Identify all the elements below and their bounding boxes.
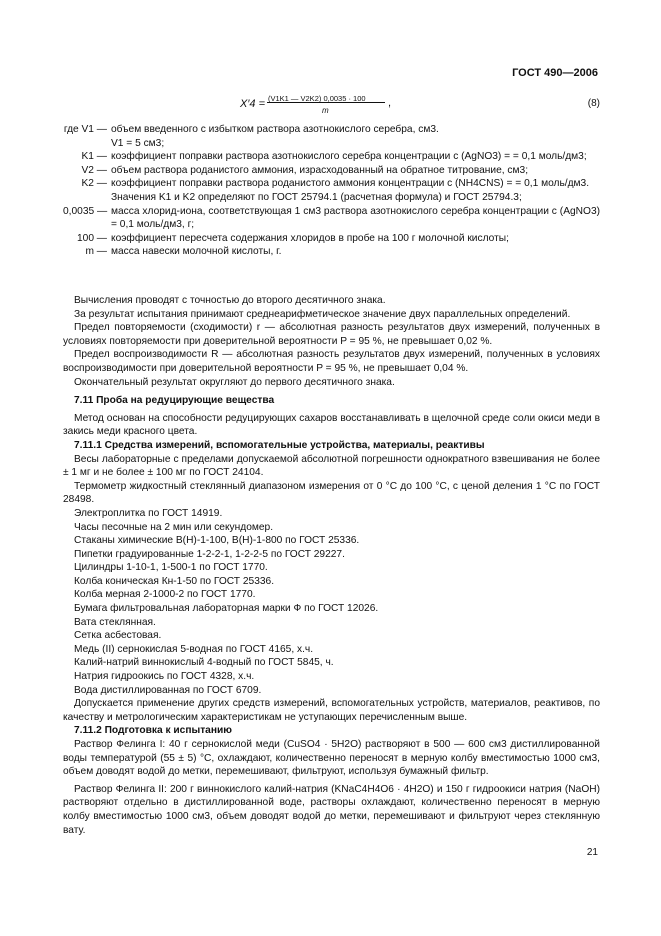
definition-row: [63, 205, 600, 232]
equation-number: (8): [587, 98, 600, 109]
list-item: Колба мерная 2-1000-2 по ГОСТ 1770.: [74, 589, 256, 601]
definition-row: [63, 164, 600, 178]
section-heading-7-11-2: 7.11.2 Подготовка к испытанию: [74, 725, 232, 737]
definition-symbol: 100 —: [76, 232, 107, 244]
definition-row: [63, 232, 600, 246]
paragraph: Окончательный результат округляют до первого десятичного знака.: [74, 376, 395, 388]
definition-text: коэффициент пересчета содержания хлоридов в пробе на 100 г молочной кислоты;: [111, 232, 509, 244]
paragraph: Предел воспроизводимости R — абсолютная разность результатов двух измерений, полученных в условиях воспроизводимости при доверительной вероятности P = 95 %, не превышает 0,04 %.: [63, 349, 600, 374]
paragraph: Предел повторяемости (сходимости) r — абсолютная разность результатов двух измерений, полученных в условиях повторяемости при доверительной вероятности P = 95 %, не превышает 0,02 %.: [63, 322, 600, 347]
definition-row: [63, 150, 600, 164]
formula-numerator: (V1K1 — V2K2) 0,0035 · 100: [268, 94, 366, 103]
formula-denominator: m: [322, 106, 329, 115]
definition-symbol: 0,0035 —: [63, 205, 108, 217]
formula-comma: ,: [388, 97, 392, 109]
definition-text: масса навески молочной кислоты, г.: [111, 246, 282, 258]
list-item: Натрия гидроокись по ГОСТ 4328, х.ч.: [74, 671, 255, 683]
paragraph: Допускается применение других средств измерений, вспомогательных устройств, материалов, реактивов, по качеству и метрологическим характеристикам не уступающих перечисленным выше.: [63, 698, 600, 723]
definition-text: Значения K1 и K2 определяют по ГОСТ 25794.1 (расчетная формула) и ГОСТ 25794.3;: [111, 191, 522, 203]
paragraph: Метод основан на способности редуцирующих сахаров восстанавливать в щелочной среде соли окиси меди в закись меди красного цвета.: [63, 412, 600, 438]
definition-symbol: [63, 191, 111, 205]
definition-row: [63, 191, 600, 205]
formula-lhs: X′4 =: [240, 98, 265, 110]
paragraph: Раствор Фелинга I: 40 г сернокислой меди (CuSO4 · 5H2O) растворяют в 500 — 600 см3 дистиллированной воды температурой (55 ± 5) °С, охлаждают, количественно переносят в мерную колбу вместимостью 1000 см3, объем доводят водой до метки, перемешивают, фильтруют, используя бумажный фильтр.: [63, 739, 600, 778]
list-item: Часы песочные на 2 мин или секундомер.: [74, 521, 274, 533]
definition-row: [63, 137, 600, 151]
definition-symbol: где V1 —: [63, 124, 107, 135]
definition-text: масса хлорид-иона, соответствующая 1 см3 раствора азотнокислого серебра концентрации c (AgNO3) = 0,1 моль/дм3, г;: [111, 205, 600, 231]
variable-definitions: [63, 123, 600, 259]
definition-symbol: K2 —: [81, 178, 107, 190]
section-heading-7-11: 7.11 Проба на редуцирующие вещества: [74, 395, 275, 407]
formula-8: [240, 92, 600, 118]
list-item: Пипетки градуированные 1-2-2-1, 1-2-2-5 по ГОСТ 29227.: [74, 548, 345, 560]
fraction-bar: [267, 102, 385, 103]
definition-symbol: K1 —: [81, 151, 107, 163]
definition-row: [63, 123, 600, 137]
definition-text: объем введенного с избытком раствора азотнокислого серебра, см3.: [111, 124, 439, 135]
definition-row: [63, 177, 600, 191]
page-header: ГОСТ 490—2006: [512, 67, 598, 79]
page-number: 21: [586, 847, 598, 858]
definition-text: коэффициент поправки раствора азотнокислого серебра концентрации c (AgNO3) = = 0,1 моль/дм3;: [111, 151, 587, 163]
list-item: Цилиндры 1-10-1, 1-500-1 по ГОСТ 1770.: [74, 562, 268, 574]
paragraph: Раствор Фелинга II: 200 г виннокислого калий-натрия (KNaC4H4O6 · 4H2O) и 150 г гидроокиси натрия (NaOH) растворяют отдельно в дистиллированной воде, растворы охлаждают, количественно переносят в мерную колбу вместимостью 1000 см3, объем доводят водой до метки, перемешивают и фильтруют через стеклянную вату.: [63, 783, 600, 836]
list-item: Медь (II) сернокислая 5-водная по ГОСТ 4165, х.ч.: [74, 643, 314, 655]
definition-text: объем раствора роданистого аммония, израсходованный на обратное титрование, см3;: [111, 164, 529, 176]
definition-symbol: m —: [85, 246, 107, 258]
list-item: Калий-натрий виннокислый 4-водный по ГОСТ 5845, ч.: [74, 657, 334, 669]
paragraph: Вычисления проводят с точностью до второго десятичного знака.: [74, 295, 386, 306]
paragraph: Весы лабораторные с пределами допускаемой абсолютной погрешности однократного взвешивания не более ± 1 мг и не более ± 100 мг по ГОСТ 24104.: [63, 453, 600, 479]
definition-row: [63, 245, 600, 259]
main-text: [63, 294, 600, 837]
list-item: Колба коническая Кн-1-50 по ГОСТ 25336.: [74, 575, 275, 587]
list-item: Стаканы химические В(Н)-1-100, В(Н)-1-800 по ГОСТ 25336.: [74, 535, 360, 547]
list-item: Вата стеклянная.: [74, 616, 156, 628]
paragraph: Термометр жидкостный стеклянный диапазоном измерения от 0 °С до 100 °С, с ценой деления 1 °С по ГОСТ 28498.: [63, 480, 600, 506]
list-item: Бумага фильтровальная лабораторная марки Ф по ГОСТ 12026.: [74, 603, 379, 615]
definition-symbol: V2 —: [81, 164, 107, 176]
list-item: Вода дистиллированная по ГОСТ 6709.: [74, 684, 262, 696]
definition-text: коэффициент поправки раствора роданистого аммония концентрации c (NH4CNS) = = 0,1 моль/дм3.: [111, 178, 590, 190]
definition-text: V1 = 5 см3;: [111, 137, 165, 149]
section-heading-7-11-1: 7.11.1 Средства измерений, вспомогательные устройства, материалы, реактивы: [74, 439, 485, 451]
definition-symbol: [63, 137, 111, 151]
paragraph: За результат испытания принимают среднеарифметическое значение двух параллельных определений.: [74, 308, 571, 320]
list-item: Электроплитка по ГОСТ 14919.: [74, 507, 223, 519]
list-item: Сетка асбестовая.: [74, 630, 162, 642]
